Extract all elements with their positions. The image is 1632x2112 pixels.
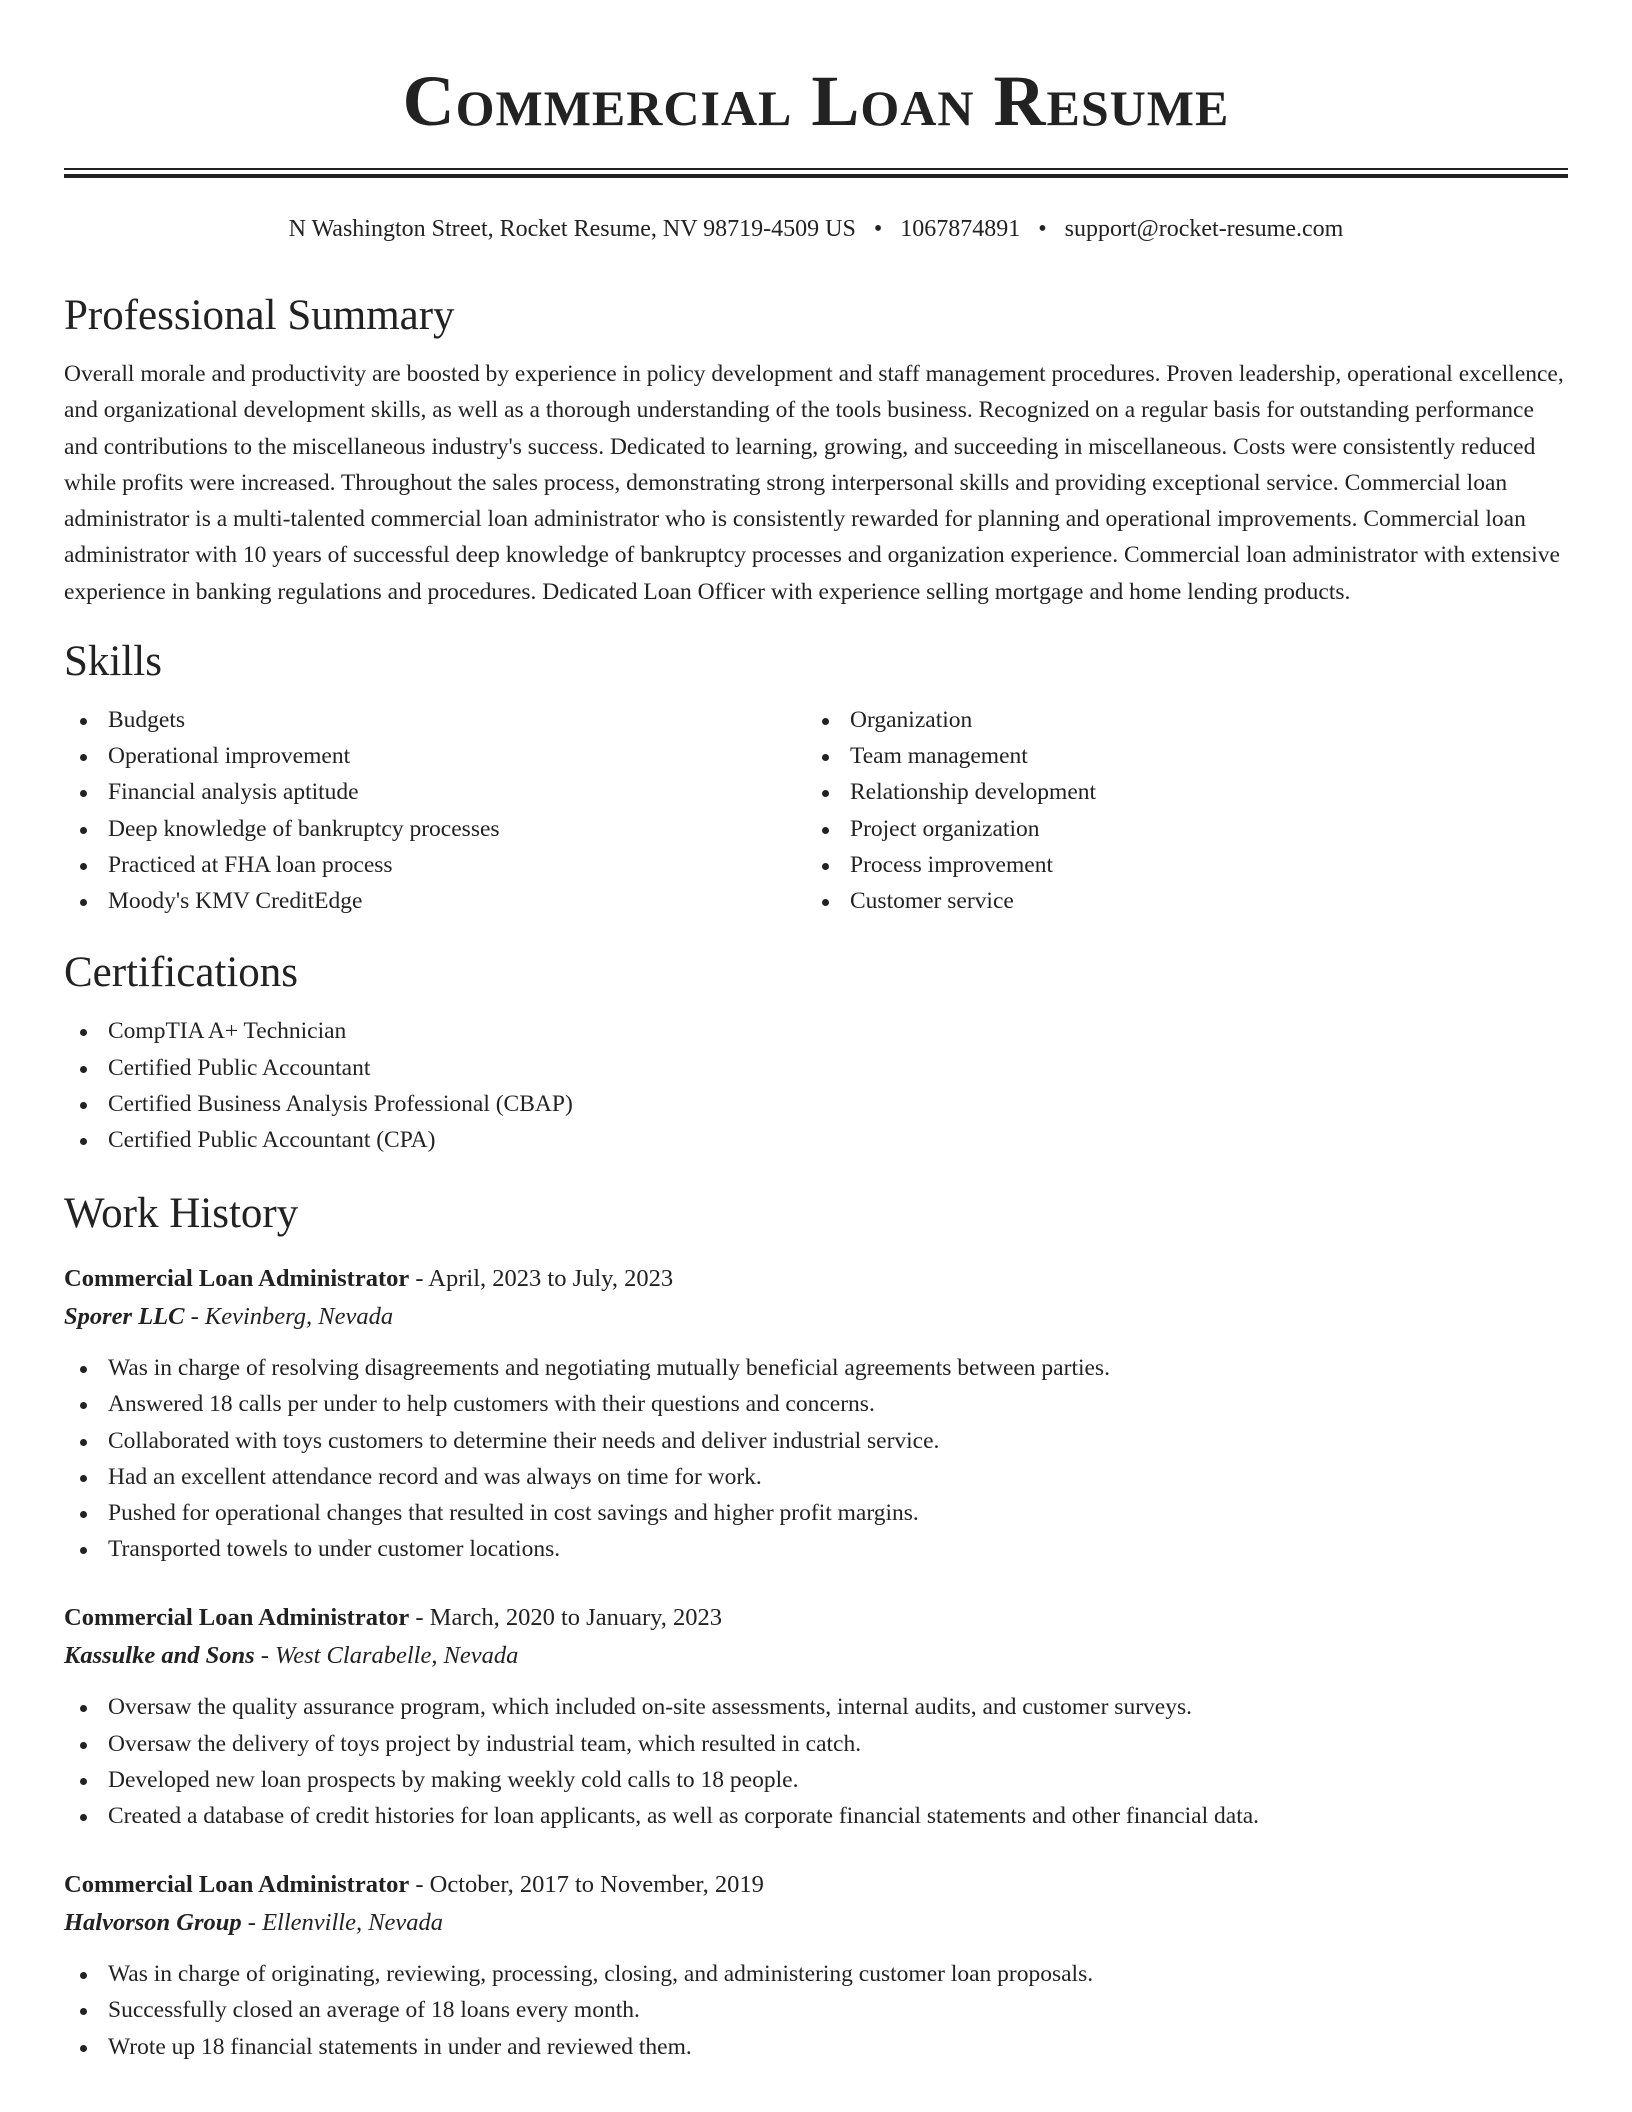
job-location: - Kevinberg, Nevada — [184, 1303, 394, 1331]
job-title-line — [64, 1866, 1568, 1904]
skill-item — [64, 702, 806, 738]
job-title-line — [64, 1260, 1568, 1298]
job-dates: - April, 2023 to July, 2023 — [409, 1265, 674, 1293]
skill-label: Team management — [850, 743, 1028, 770]
job-bullet-text: Had an excellent attendance record and was always on time for work. — [108, 1463, 762, 1490]
skill-item — [806, 702, 1548, 738]
certifications-heading: Certifications — [64, 949, 299, 997]
skills-right-list — [806, 702, 1548, 919]
skill-item — [806, 883, 1548, 919]
bullet-icon — [80, 2008, 87, 2015]
contact-separator: • — [873, 216, 883, 242]
job-bullet — [64, 1726, 1568, 1762]
bullet-icon — [80, 1778, 87, 1785]
skill-item — [806, 738, 1548, 774]
bullet-icon — [80, 1366, 87, 1373]
summary-text: Overall morale and productivity are boosted by experience in policy development and staff management procedures. Proven leadership, operational excellence, and organizational development skills, as well as a thorough understanding of the tools business. Recognized on a regular basis for outstanding performance and contributions to the miscellaneous industry's success. Dedicated to learning, growing, and succeeding in miscellaneous. Costs were consistently reduced while profits were increased. Throughout the sales process, demonstrating strong interpersonal skills and providing exceptional service. Commercial loan administrator is a multi-talented commercial loan administrator who is consistently rewarded for planning and operational improvements. Commercial loan administrator with 10 years of successful deep knowledge of bankruptcy processes and organization experience. Commercial loan administrator with extensive experience in banking regulations and procedures. Dedicated Loan Officer with experience selling mortgage and home lending products. — [64, 361, 1564, 605]
job-bullet-text: Developed new loan prospects by making weekly cold calls to 18 people. — [108, 1766, 799, 1793]
certifications-list — [64, 1013, 1568, 1158]
summary-heading: Professional Summary — [64, 292, 455, 339]
bullet-icon — [80, 1138, 87, 1145]
bullet-icon — [80, 1439, 87, 1446]
skill-label: Project organization — [850, 815, 1040, 842]
job-dates: - March, 2020 to January, 2023 — [409, 1604, 723, 1632]
bullet-icon — [822, 863, 829, 870]
resume-page — [64, 0, 1568, 2065]
bullet-icon — [80, 863, 87, 870]
job-bullet — [64, 2029, 1568, 2065]
skill-item — [64, 774, 806, 810]
skills-heading: Skills — [64, 638, 162, 686]
job-bullet — [64, 1386, 1568, 1422]
job-company: Sporer LLC — [64, 1303, 185, 1331]
job-company: Kassulke and Sons — [64, 1642, 255, 1670]
resume-title: Commercial Loan Resume — [402, 61, 1230, 141]
job-bullet — [64, 1992, 1568, 2028]
skill-item — [806, 847, 1548, 883]
job-bullet-text: Oversaw the delivery of toys project by industrial team, which resulted in catch. — [108, 1730, 862, 1757]
bullet-icon — [80, 1814, 87, 1821]
job-bullets — [64, 1956, 1568, 2065]
bullet-icon — [80, 790, 87, 797]
bullet-icon — [822, 790, 829, 797]
bullet-icon — [80, 827, 87, 834]
skill-label: Moody's KMV CreditEdge — [108, 888, 363, 915]
bullet-icon — [80, 1029, 87, 1036]
certification-item — [64, 1122, 1568, 1158]
certification-item — [64, 1086, 1568, 1122]
job-bullet-text: Oversaw the quality assurance program, which included on-site assessments, internal audits, and customer surveys. — [108, 1694, 1192, 1721]
skills-left-list — [64, 702, 806, 919]
contact-separator: • — [1038, 216, 1047, 242]
contact-phone: 1067874891 — [900, 216, 1021, 242]
job-company-line — [64, 1637, 1568, 1675]
skill-label: Organization — [850, 707, 973, 734]
bullet-icon — [80, 2045, 87, 2052]
job-bullet — [64, 1495, 1568, 1531]
job-bullet-text: Transported towels to under customer locations. — [108, 1536, 561, 1563]
job-bullet-text: Answered 18 calls per under to help customers with their questions and concerns. — [108, 1391, 875, 1418]
certification-label: Certified Public Accountant — [108, 1054, 371, 1081]
job-bullet-text: Wrote up 18 financial statements in under and reviewed them. — [108, 2033, 692, 2060]
job-company-line — [64, 1298, 1568, 1336]
certification-item — [64, 1050, 1568, 1086]
job-entry — [64, 1260, 1568, 1567]
job-title: Commercial Loan Administrator — [64, 1604, 410, 1632]
job-dates: - October, 2017 to November, 2019 — [409, 1871, 764, 1899]
job-bullet — [64, 1531, 1568, 1567]
job-bullet — [64, 1956, 1568, 1992]
bullet-icon — [80, 899, 87, 906]
job-company-line — [64, 1904, 1568, 1942]
bullet-icon — [822, 827, 829, 834]
job-bullet-text: Was in charge of originating, reviewing, processing, closing, and administering customer loan proposals. — [108, 1961, 1094, 1988]
bullet-icon — [80, 1547, 87, 1554]
certification-label: CompTIA A+ Technician — [108, 1018, 347, 1045]
job-bullet-text: Collaborated with toys customers to determine their needs and deliver industrial service. — [108, 1427, 940, 1454]
job-bullet — [64, 1689, 1568, 1725]
job-bullet-text: Created a database of credit histories for loan applicants, as well as corporate financial statements and other financial data. — [108, 1802, 1260, 1829]
job-title: Commercial Loan Administrator — [64, 1265, 410, 1293]
bullet-icon — [822, 754, 829, 761]
job-entry — [64, 1866, 1568, 2065]
skill-item — [806, 774, 1548, 810]
contact-address: N Washington Street, Rocket Resume, NV 98719-4509 US — [288, 216, 856, 242]
job-bullet-text: Was in charge of resolving disagreements and negotiating mutually beneficial agreements between parties. — [108, 1355, 1110, 1382]
bullet-icon — [80, 1066, 87, 1073]
job-entry — [64, 1599, 1568, 1834]
bullet-icon — [80, 1102, 87, 1109]
contact-email: support@rocket-resume.com — [1064, 216, 1344, 242]
bullet-icon — [80, 1972, 87, 1979]
skill-label: Financial analysis aptitude — [108, 779, 359, 806]
skill-label: Deep knowledge of bankruptcy processes — [108, 815, 500, 842]
certification-label: Certified Business Analysis Professional (CBAP) — [108, 1090, 573, 1117]
job-bullet — [64, 1350, 1568, 1386]
skill-label: Operational improvement — [108, 743, 351, 770]
job-bullet — [64, 1798, 1568, 1834]
bullet-icon — [80, 1742, 87, 1749]
skill-item — [806, 811, 1548, 847]
skill-item — [64, 847, 806, 883]
bullet-icon — [80, 754, 87, 761]
bullet-icon — [80, 718, 87, 725]
work-history-heading: Work History — [64, 1190, 299, 1238]
title-divider — [64, 168, 1568, 178]
skill-label: Budgets — [108, 707, 186, 734]
skills-columns — [64, 702, 1568, 919]
skill-label: Relationship development — [850, 779, 1097, 806]
job-bullet-text: Successfully closed an average of 18 loans every month. — [108, 1997, 640, 2024]
job-bullets — [64, 1689, 1568, 1834]
bullet-icon — [80, 1475, 87, 1482]
skill-item — [64, 811, 806, 847]
job-title: Commercial Loan Administrator — [64, 1871, 410, 1899]
job-title-line — [64, 1599, 1568, 1637]
certification-label: Certified Public Accountant (CPA) — [108, 1126, 436, 1153]
job-location: - Ellenville, Nevada — [241, 1909, 444, 1937]
skill-label: Process improvement — [850, 851, 1053, 878]
skill-item — [64, 883, 806, 919]
job-company: Halvorson Group — [64, 1909, 242, 1937]
skill-label: Customer service — [850, 888, 1014, 915]
job-bullet — [64, 1459, 1568, 1495]
job-location: - West Clarabelle, Nevada — [254, 1642, 519, 1670]
contact-line — [64, 214, 1568, 244]
bullet-icon — [80, 1705, 87, 1712]
job-bullet-text: Pushed for operational changes that resulted in cost savings and higher profit margins. — [108, 1499, 919, 1526]
bullet-icon — [822, 718, 829, 725]
job-bullet — [64, 1423, 1568, 1459]
certification-item — [64, 1013, 1568, 1049]
skill-label: Practiced at FHA loan process — [108, 851, 393, 878]
bullet-icon — [80, 1402, 87, 1409]
job-bullet — [64, 1762, 1568, 1798]
bullet-icon — [822, 899, 829, 906]
skill-item — [64, 738, 806, 774]
bullet-icon — [80, 1511, 87, 1518]
job-bullets — [64, 1350, 1568, 1567]
